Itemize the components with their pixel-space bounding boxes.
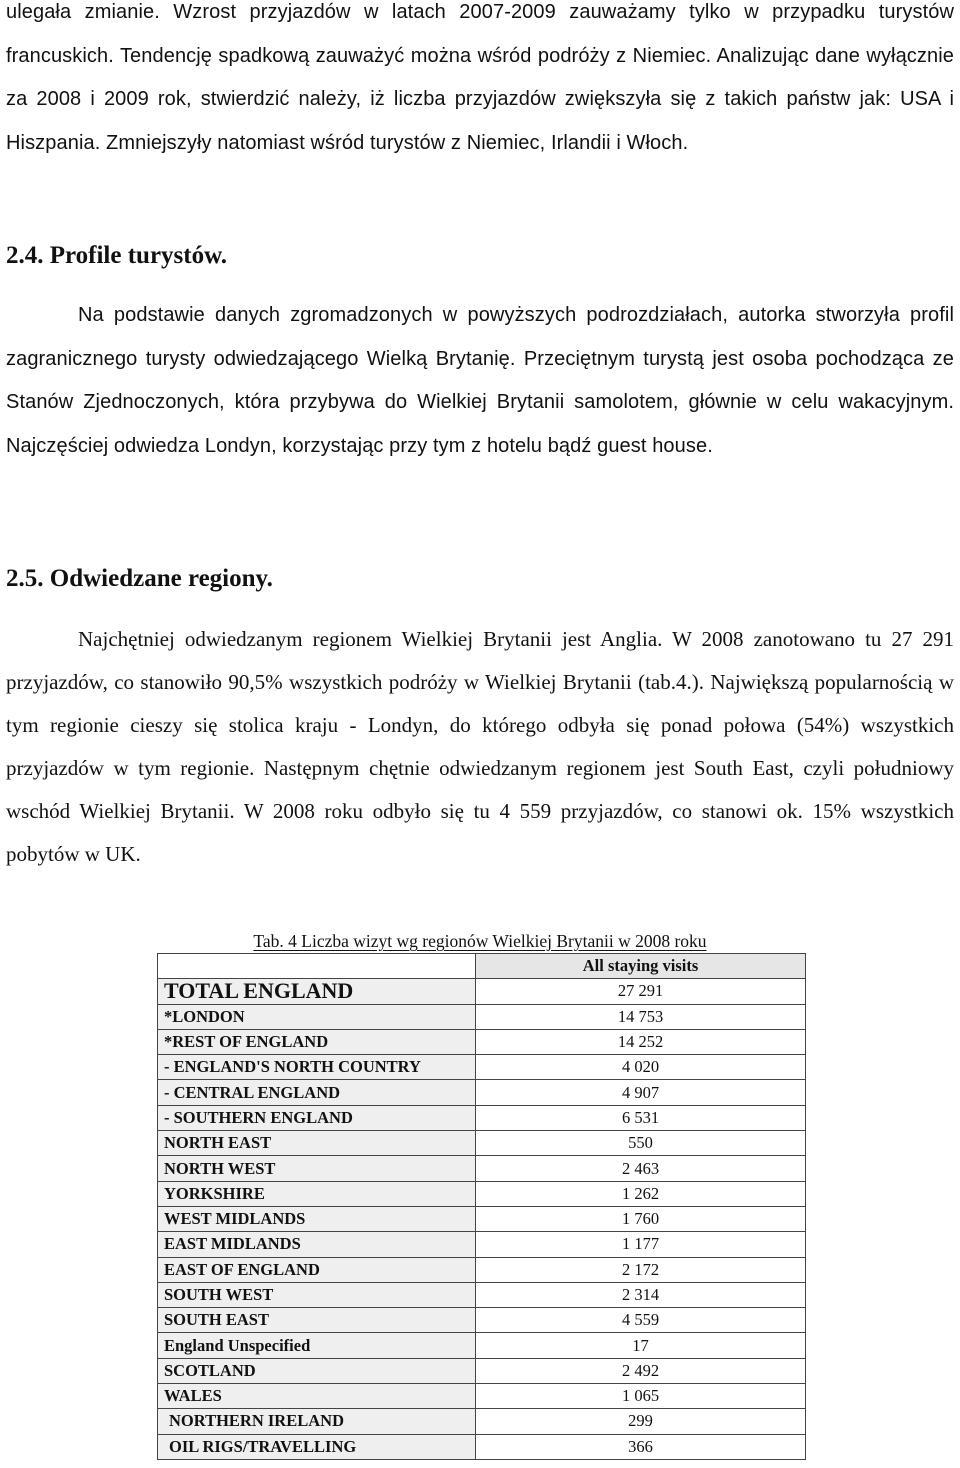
section-heading-regions: 2.5. Odwiedzane regiony. [6,565,273,592]
region-cell: NORTH WEST [158,1156,476,1181]
visits-value-cell: 299 [476,1409,806,1434]
table-row [158,1434,806,1459]
table-body [158,979,806,1460]
table-row [158,1004,806,1029]
region-cell: SCOTLAND [158,1358,476,1383]
visits-value-cell: 2 463 [476,1156,806,1181]
visits-value-cell: 14 753 [476,1004,806,1029]
visits-value-cell: 1 760 [476,1206,806,1231]
table-row [158,1358,806,1383]
region-cell: SOUTH WEST [158,1282,476,1307]
visits-value-cell: 27 291 [476,979,806,1004]
region-cell: - ENGLAND'S NORTH COUNTRY [158,1055,476,1080]
table-caption-text: Tab. 4 Liczba wizyt wg regionów Wielkiej Brytanii w 2008 roku [253,931,707,951]
table-row [158,1308,806,1333]
region-cell: England Unspecified [158,1333,476,1358]
table-row [158,979,806,1004]
visits-value-cell: 1 177 [476,1232,806,1257]
region-cell: OIL RIGS/TRAVELLING [158,1434,476,1459]
visits-value-cell: 6 531 [476,1105,806,1130]
visits-value-cell: 1 065 [476,1384,806,1409]
visits-value-cell: 2 172 [476,1257,806,1282]
region-cell: EAST MIDLANDS [158,1232,476,1257]
region-cell: TOTAL ENGLAND [158,979,476,1004]
visits-table [157,953,806,1460]
visits-value-cell: 2 492 [476,1358,806,1383]
table-caption [0,931,960,951]
visits-value-cell: 1 262 [476,1181,806,1206]
region-cell: EAST OF ENGLAND [158,1257,476,1282]
visits-value-cell: 4 020 [476,1055,806,1080]
visits-value-cell: 4 907 [476,1080,806,1105]
table-row [158,1156,806,1181]
region-cell: - SOUTHERN ENGLAND [158,1105,476,1130]
region-cell: NORTHERN IRELAND [158,1409,476,1434]
region-cell: YORKSHIRE [158,1181,476,1206]
table-header-row [158,954,806,979]
table-row [158,1206,806,1231]
table-row [158,1257,806,1282]
table-row [158,1282,806,1307]
region-cell: WEST MIDLANDS [158,1206,476,1231]
regions-paragraph: Najchętniej odwiedzanym regionem Wielkiej Brytanii jest Anglia. W 2008 zanotowano tu 27 291 przyjazdów, co stanowiło 90,5% wszystkich podróży w Wielkiej Brytanii (tab.4.). Największą popularnością w tym regionie cieszy się stolica kraju - Londyn, do którego odbyła się ponad połowa (54%) wszystkich przyjazdów w tym regionie. Następnym chętnie odwiedzanym regionem jest South East, czyli południowy wschód Wielkiej Brytanii. W 2008 roku odbyło się tu 4 559 przyjazdów, co stanowi ok. 15% wszystkich pobytów w UK. [6,627,954,866]
intro-paragraph: ulegała zmianie. Wzrost przyjazdów w latach 2007-2009 zauważamy tylko w przypadku turystów francuskich. Tendencję spadkową zauważyć można wśród podróży z Niemiec. Analizując dane wyłącznie za 2008 i 2009 rok, stwierdzić należy, iż liczba przyjazdów zwiększyła się z takich państw jak: USA i Hiszpania. Zmniejszyły natomiast wśród turystów z Niemiec, Irlandii i Włoch. [6,1,954,154]
table-row [158,1232,806,1257]
table-row [158,1105,806,1130]
region-cell: WALES [158,1384,476,1409]
visits-value-cell: 14 252 [476,1029,806,1054]
profiles-paragraph: Na podstawie danych zgromadzonych w powyższych podrozdziałach, autorka stworzyła profil zagranicznego turysty odwiedzającego Wielką Brytanię. Przeciętnym turystą jest osoba pochodząca ze Stanów Zjednoczonych, która przybywa do Wielkiej Brytanii samolotem, głównie w celu wakacyjnym. Najczęściej odwiedza Londyn, korzystając przy tym z hotelu bądź guest house. [6,304,954,457]
table-row [158,1333,806,1358]
region-cell: SOUTH EAST [158,1308,476,1333]
table-row [158,1181,806,1206]
region-cell: *REST OF ENGLAND [158,1029,476,1054]
table-row [158,1409,806,1434]
table-row [158,1055,806,1080]
region-cell: - CENTRAL ENGLAND [158,1080,476,1105]
header-blank-cell [158,954,476,979]
visits-value-cell: 366 [476,1434,806,1459]
table-row [158,1080,806,1105]
section-heading-profiles: 2.4. Profile turystów. [6,242,228,269]
region-cell: NORTH EAST [158,1131,476,1156]
table-row [158,1131,806,1156]
column-header: All staying visits [476,954,806,979]
visits-value-cell: 17 [476,1333,806,1358]
visits-value-cell: 2 314 [476,1282,806,1307]
table-row [158,1029,806,1054]
table-row [158,1384,806,1409]
visits-value-cell: 550 [476,1131,806,1156]
region-cell: *LONDON [158,1004,476,1029]
visits-value-cell: 4 559 [476,1308,806,1333]
